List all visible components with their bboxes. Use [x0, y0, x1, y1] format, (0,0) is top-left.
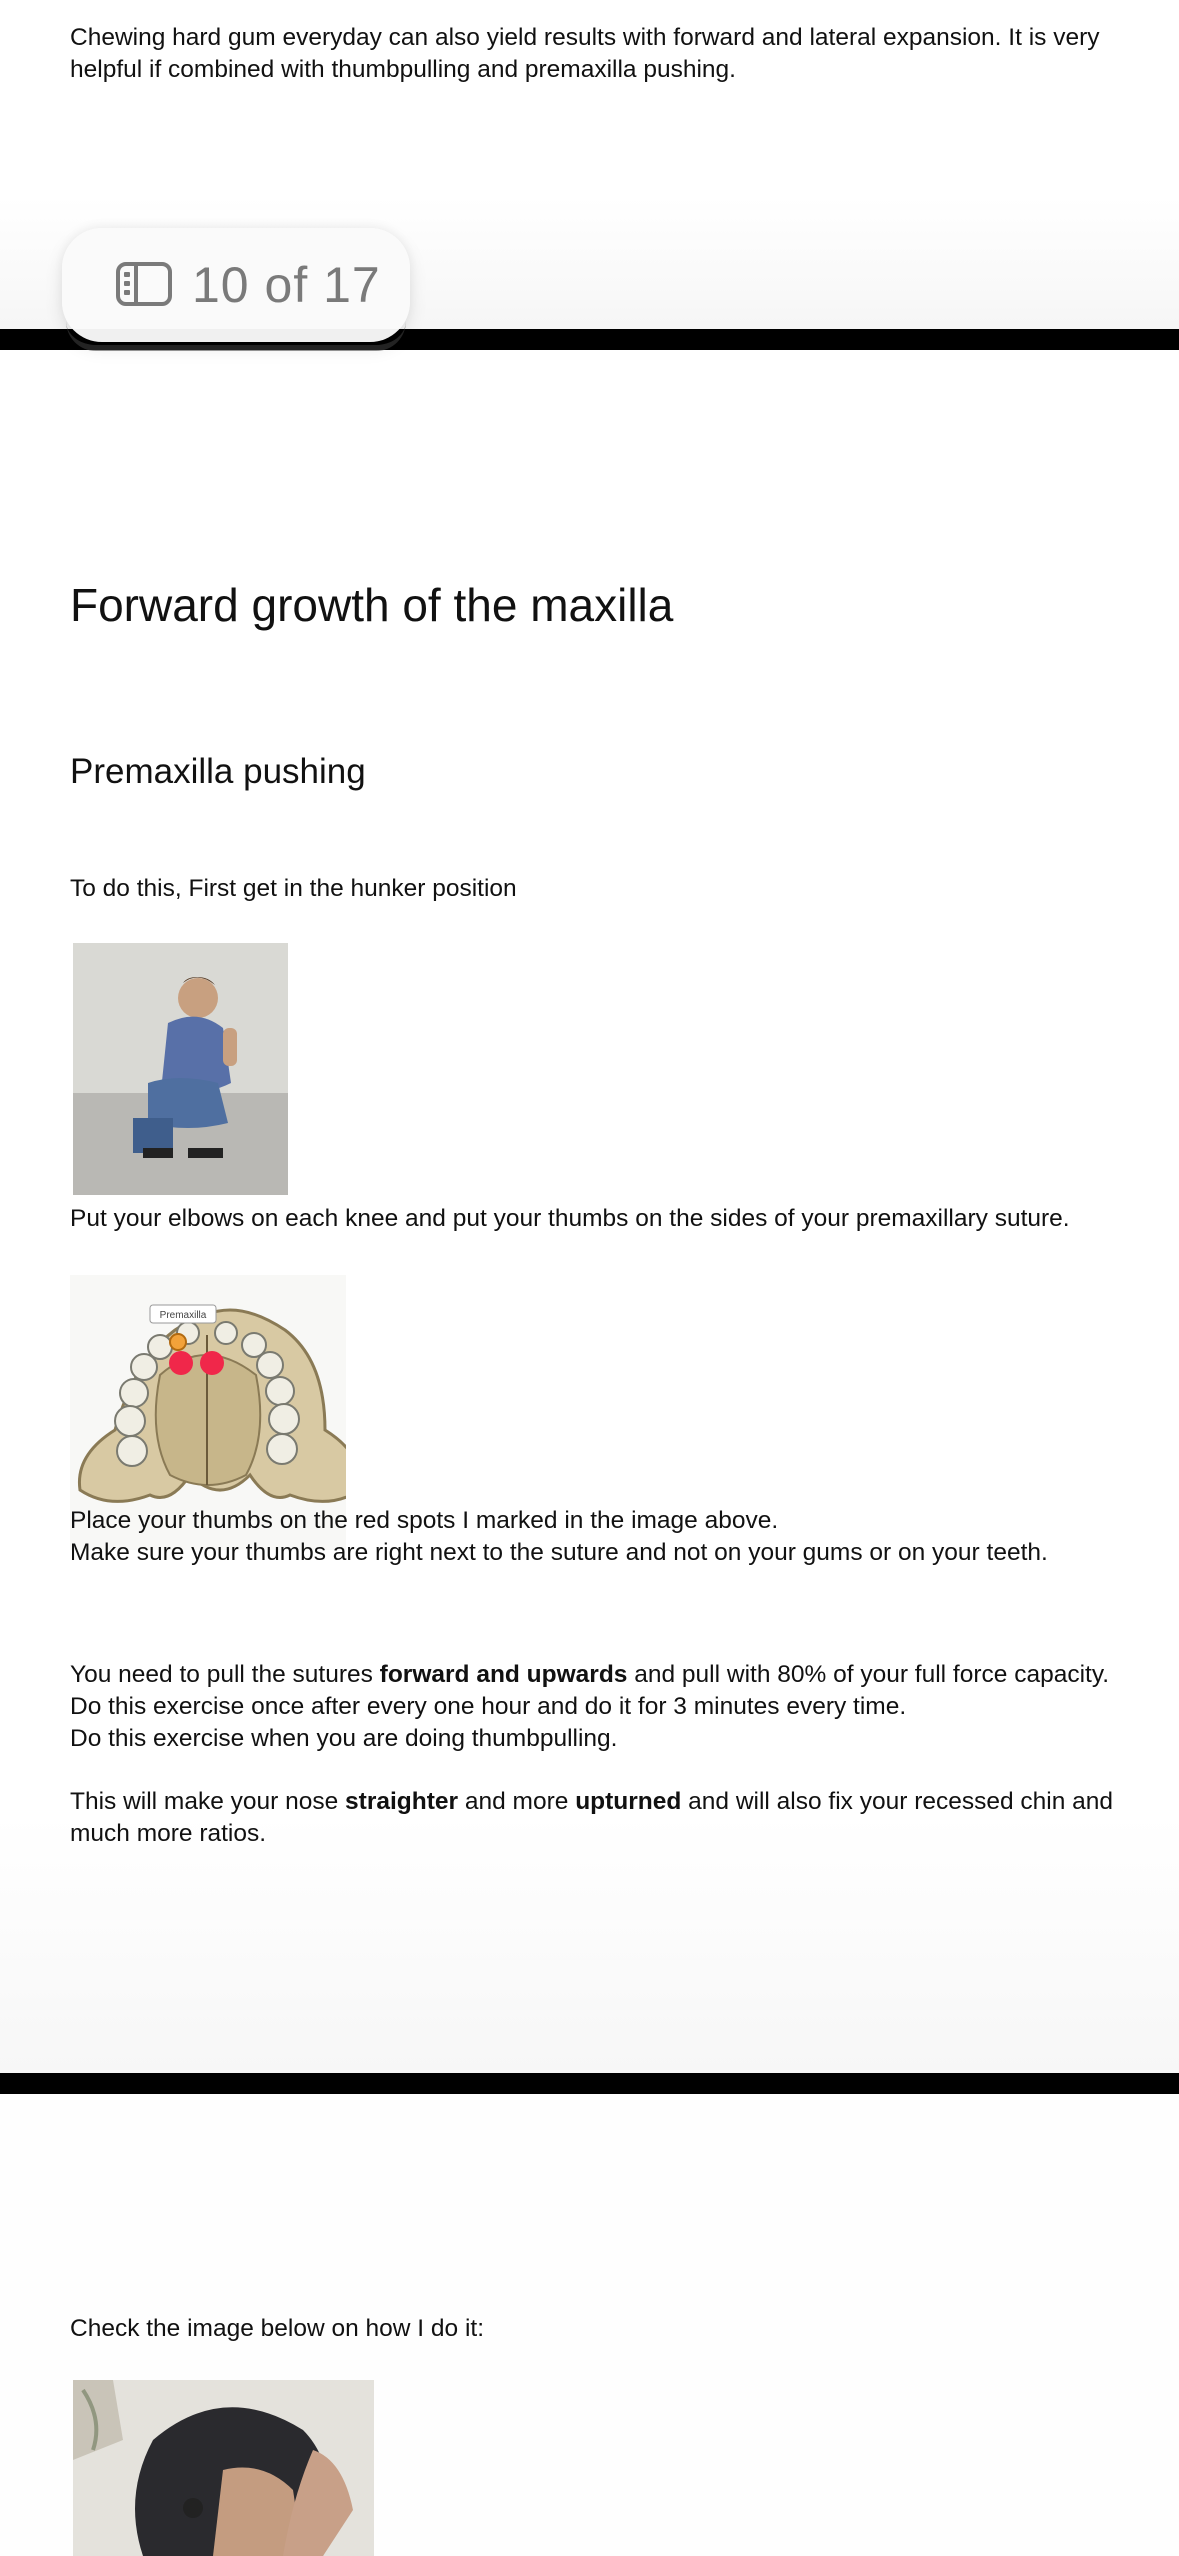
results-paragraph	[70, 1786, 1120, 1850]
red-spot-right	[200, 1351, 224, 1375]
results-line: much more ratios.	[70, 1820, 267, 1847]
exercise-line: Do this exercise when you are doing thumbpulling.	[70, 1725, 618, 1752]
section-heading: Premaxilla pushing	[70, 752, 366, 791]
page-counter-label: 10 of 17	[192, 257, 381, 313]
text-run: and pull with 80% of your full force capacity.	[627, 1661, 1110, 1688]
exercise-line: Do this exercise once after every one hour and do it for 3 minutes every time.	[70, 1693, 907, 1720]
premaxilla-label: Premaxilla	[159, 1310, 207, 1321]
demonstration-image	[73, 2380, 374, 2556]
intro-paragraph	[70, 22, 1120, 86]
bold-text: forward and upwards	[379, 1661, 628, 1688]
exercise-paragraph	[70, 1659, 1120, 1755]
step-text: Put your elbows on each knee and put your thumbs on the sides of your premaxillary suture.	[70, 1205, 1070, 1232]
results-line	[70, 1786, 1120, 1818]
step-text: To do this, First get in the hunker position	[70, 875, 517, 902]
text-run: and more	[458, 1788, 576, 1815]
text-run: This will make your nose	[70, 1788, 346, 1815]
intro-line: Chewing hard gum everyday can also yield results with forward and lateral expansion. It is very	[70, 24, 1100, 51]
page-separator	[0, 2073, 1179, 2094]
hunker-position-image	[73, 943, 288, 1195]
page-title: Forward growth of the maxilla	[70, 579, 674, 631]
sidebar-icon	[116, 262, 172, 306]
exercise-line	[70, 1659, 1120, 1691]
check-image-text: Check the image below on how I do it:	[70, 2315, 485, 2342]
instruction-line: Place your thumbs on the red spots I marked in the image above.	[70, 1507, 779, 1534]
instruction-line: Make sure your thumbs are right next to the suture and not on your gums or on your teeth.	[70, 1539, 1048, 1566]
instructions-paragraph	[70, 1505, 1120, 1569]
text-run: and will also fix your recessed chin and	[681, 1788, 1114, 1815]
bold-text: upturned	[575, 1788, 682, 1815]
intro-line: helpful if combined with thumbpulling and premaxilla pushing.	[70, 56, 736, 83]
red-spot-left	[169, 1351, 193, 1375]
text-run: You need to pull the sutures	[70, 1661, 380, 1688]
demonstration-illustration	[73, 2380, 374, 2556]
bold-text: straighter	[345, 1788, 459, 1815]
page-counter-button[interactable]	[62, 228, 410, 342]
hunker-person-illustration	[73, 943, 288, 1195]
